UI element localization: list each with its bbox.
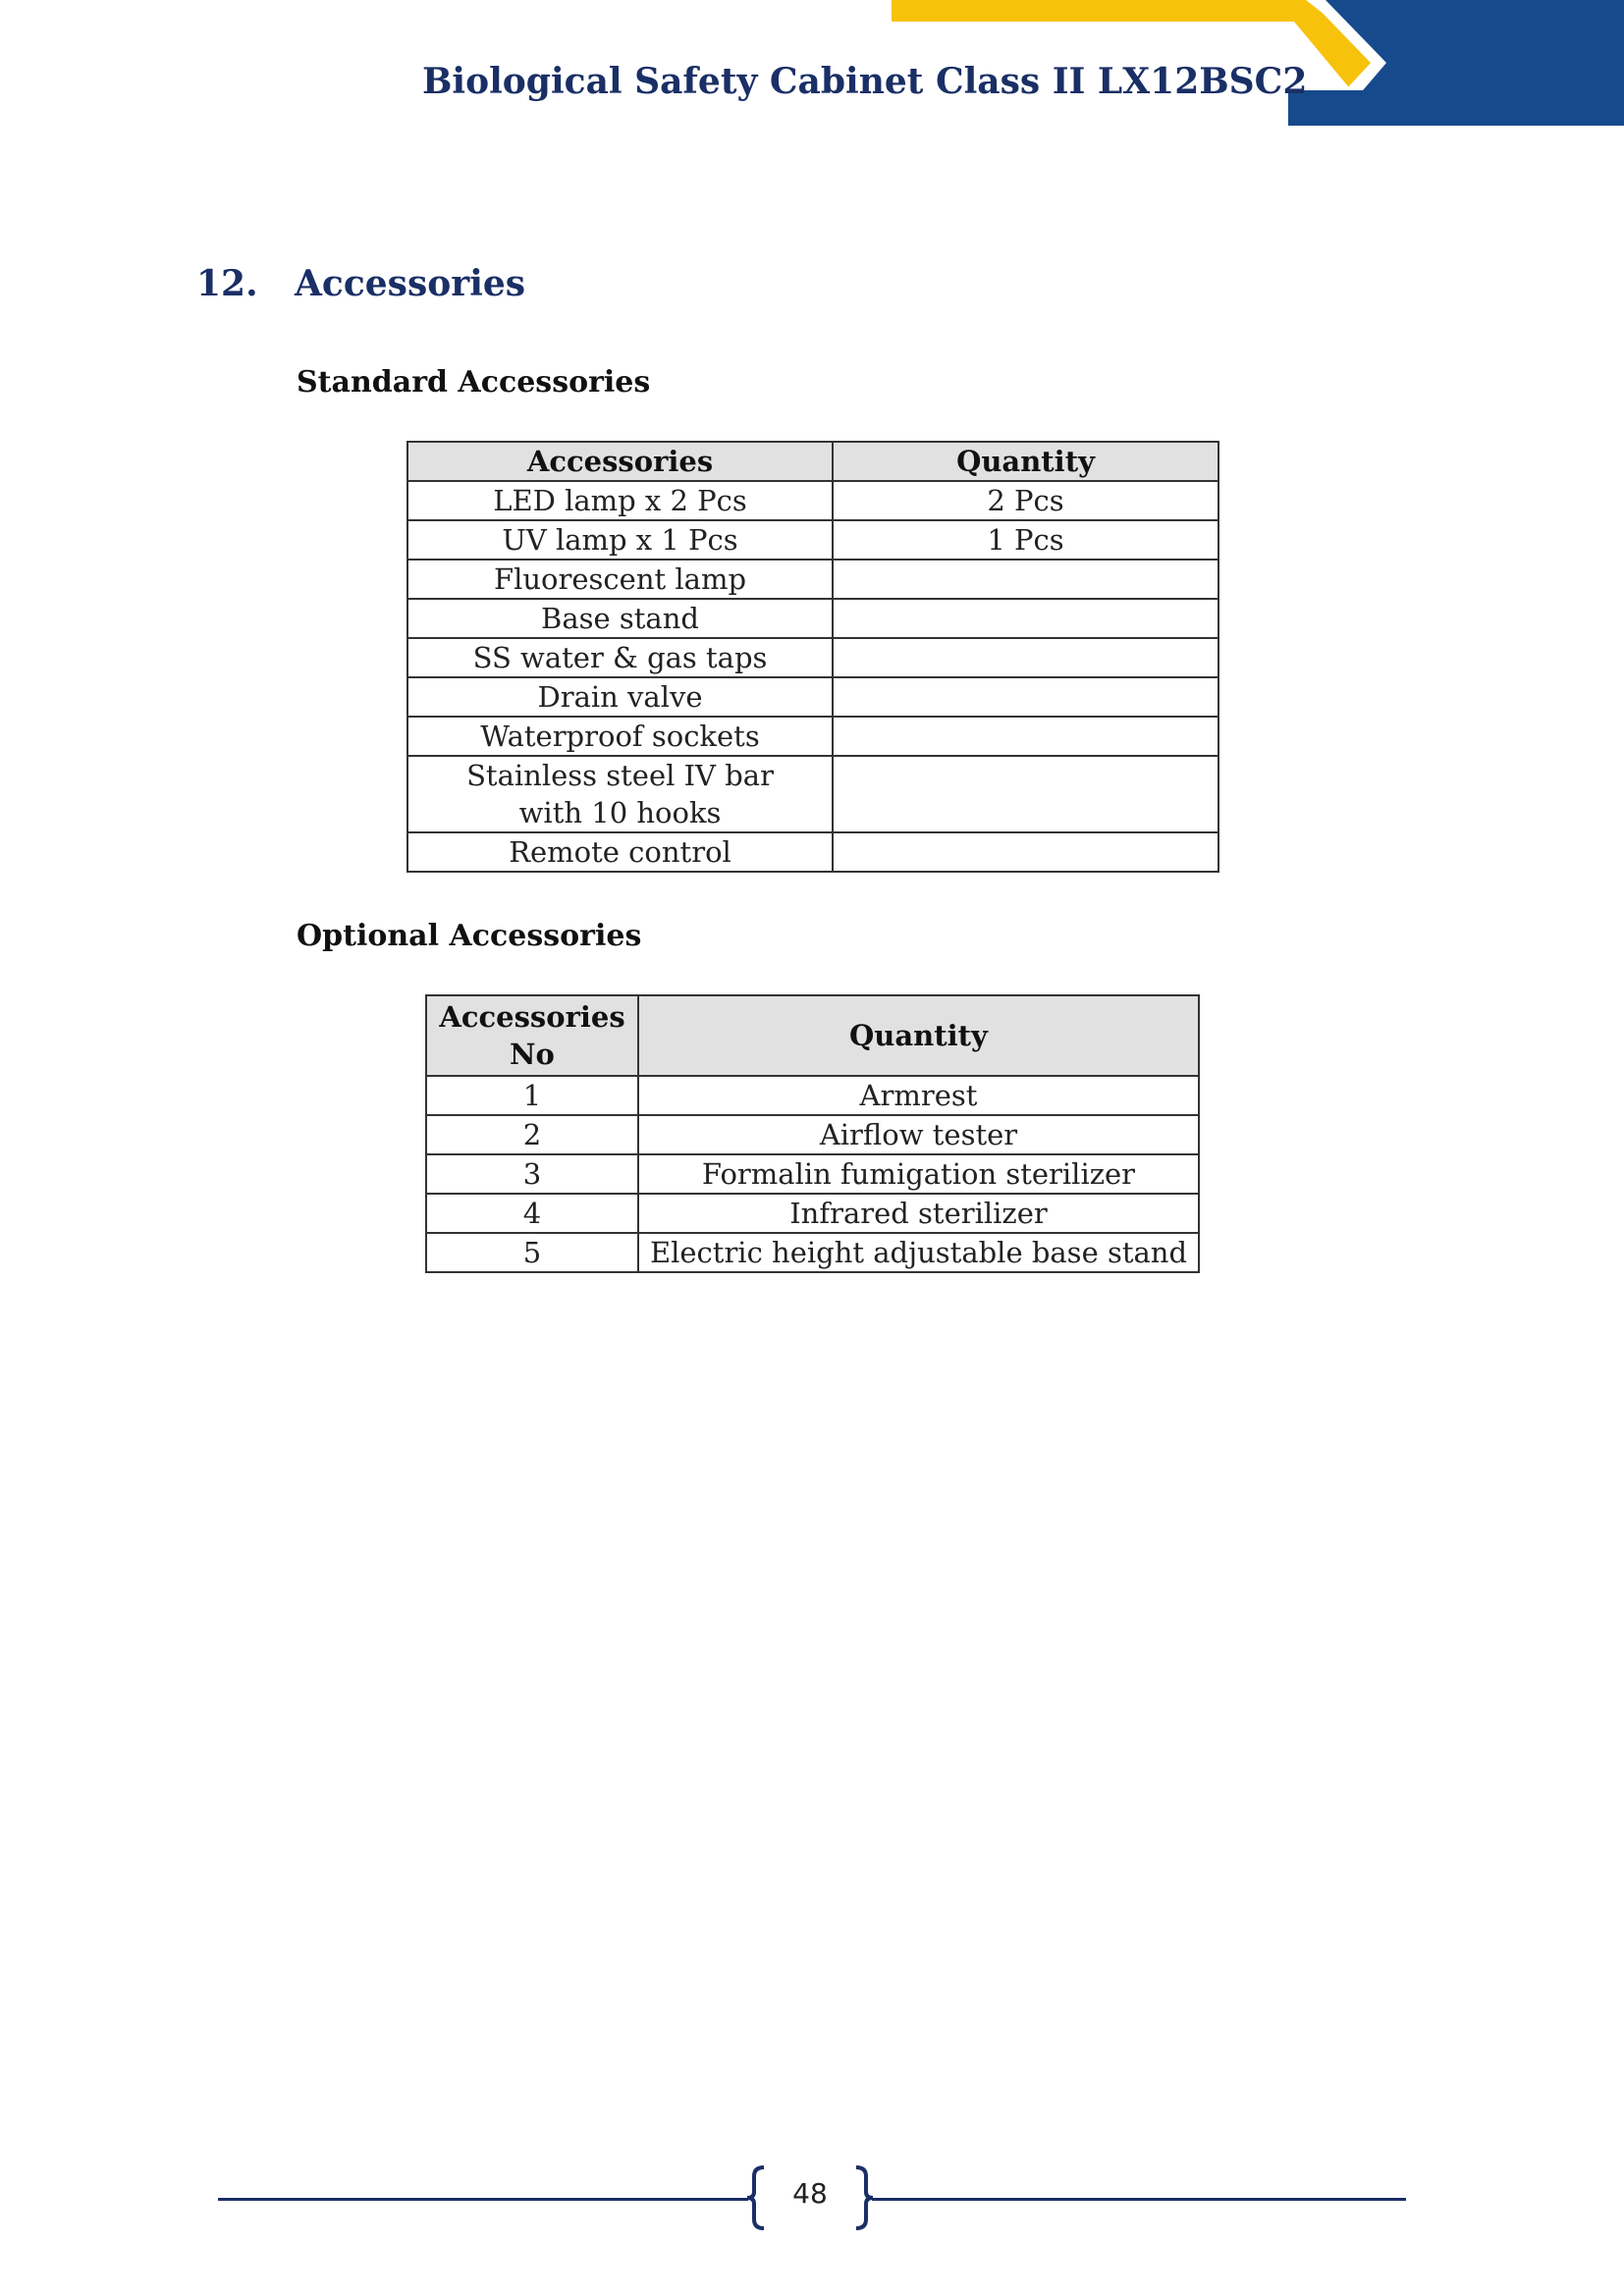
number-cell: 1 [426, 1076, 638, 1115]
table-row [407, 520, 1218, 560]
column-header-accessories-no: Accessories No [426, 995, 638, 1076]
quantity-cell [833, 638, 1218, 677]
standard-accessories-table [406, 441, 1219, 873]
quantity-cell [833, 677, 1218, 717]
accessory-cell: Drain valve [407, 677, 833, 717]
table-row [407, 560, 1218, 599]
document-title: Biological Safety Cabinet Class II LX12BSC2 [422, 61, 1308, 102]
page-number: 48 [792, 2177, 828, 2210]
accessory-cell: LED lamp x 2 Pcs [407, 481, 833, 520]
table-row [407, 677, 1218, 717]
optional-accessories-table [425, 994, 1200, 1273]
footer-left-brace-icon [744, 2164, 768, 2231]
table-row [407, 832, 1218, 872]
accessory-cell: SS water & gas taps [407, 638, 833, 677]
quantity-cell [833, 756, 1218, 832]
accessory-cell: Formalin fumigation sterilizer [638, 1154, 1199, 1194]
table-row [426, 1194, 1199, 1233]
accessory-cell: Remote control [407, 832, 833, 872]
number-cell: 2 [426, 1115, 638, 1154]
table-row [426, 1076, 1199, 1115]
accessory-cell: Fluorescent lamp [407, 560, 833, 599]
table-row [426, 1115, 1199, 1154]
table-row [407, 756, 1218, 832]
accessory-cell: Waterproof sockets [407, 717, 833, 756]
footer-right-brace-icon [852, 2164, 876, 2231]
number-cell: 3 [426, 1154, 638, 1194]
section-title: Accessories [295, 263, 526, 304]
table-row [407, 599, 1218, 638]
accessory-cell: Infrared sterilizer [638, 1194, 1199, 1233]
table-row [407, 638, 1218, 677]
number-cell: 4 [426, 1194, 638, 1233]
column-header-quantity: Quantity [833, 442, 1218, 481]
table-row [407, 481, 1218, 520]
section-number: 12. [196, 263, 258, 304]
table-row [426, 1233, 1199, 1272]
quantity-cell [833, 717, 1218, 756]
accessory-cell: UV lamp x 1 Pcs [407, 520, 833, 560]
footer-rule-left [218, 2198, 748, 2201]
quantity-cell: 2 Pcs [833, 481, 1218, 520]
quantity-cell [833, 599, 1218, 638]
column-header-accessories: Accessories [407, 442, 833, 481]
table-header-row [426, 995, 1199, 1076]
table-row [426, 1154, 1199, 1194]
accessory-cell: Stainless steel IV bar with 10 hooks [407, 756, 833, 832]
quantity-cell: 1 Pcs [833, 520, 1218, 560]
number-cell: 5 [426, 1233, 638, 1272]
column-header-quantity: Quantity [638, 995, 1199, 1076]
accessory-cell: Airflow tester [638, 1115, 1199, 1154]
accessory-cell: Armrest [638, 1076, 1199, 1115]
table-row [407, 717, 1218, 756]
footer-rule-right [872, 2198, 1406, 2201]
optional-accessories-heading: Optional Accessories [297, 919, 642, 953]
standard-accessories-heading: Standard Accessories [297, 365, 651, 400]
quantity-cell [833, 560, 1218, 599]
accessory-cell: Base stand [407, 599, 833, 638]
table-header-row [407, 442, 1218, 481]
section-heading [196, 263, 525, 304]
quantity-cell [833, 832, 1218, 872]
accessory-cell: Electric height adjustable base stand [638, 1233, 1199, 1272]
